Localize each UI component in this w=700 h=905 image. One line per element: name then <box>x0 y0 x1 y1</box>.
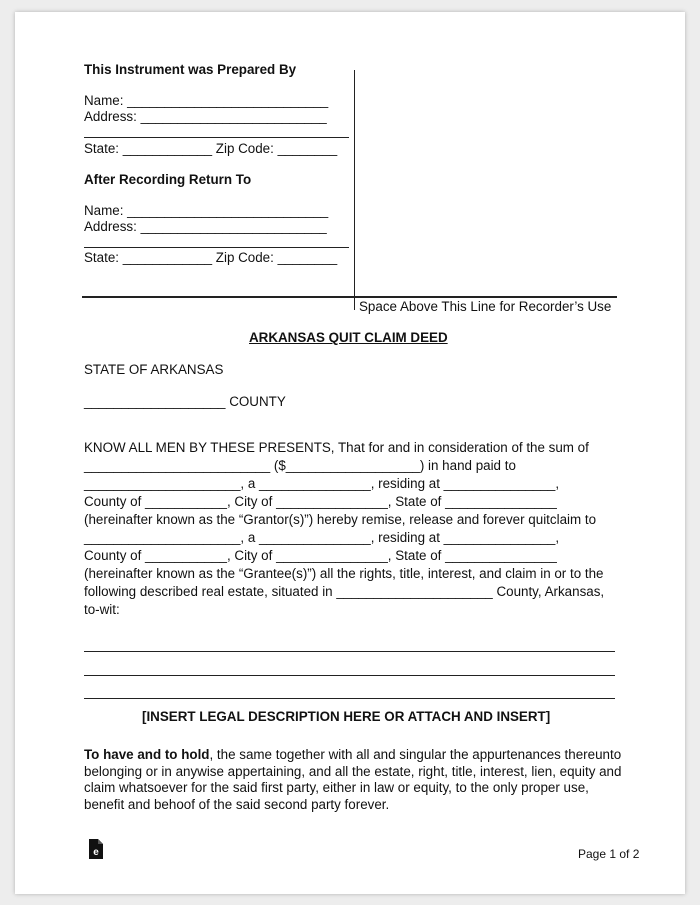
document-page <box>15 12 685 894</box>
prepared-by-address-line: Address: _________________________ <box>84 109 327 124</box>
legal-description-blank <box>84 651 615 652</box>
county-line: ___________________ COUNTY <box>84 394 286 409</box>
recorder-area-vertical-rule <box>354 70 355 310</box>
deed-title: ARKANSAS QUIT CLAIM DEED <box>249 330 448 345</box>
svg-text:e: e <box>93 847 99 858</box>
body-line: following described real estate, situated in _____________________ County, Arkansas, <box>84 584 605 599</box>
return-to-address-blank <box>84 247 349 248</box>
prepared-by-address-blank <box>84 137 349 138</box>
state-heading: STATE OF ARKANSAS <box>84 362 224 377</box>
legal-description-blank <box>84 698 615 699</box>
prepared-by-name-line: Name: ___________________________ <box>84 93 329 108</box>
body-line: _____________________, a _______________, residing at _______________, <box>84 530 560 545</box>
habendum-text: , the same together with all and singular the appurtenances thereunto belonging or in anywise appertaining, and all the estate, right, title, interest, lien, equity and claim whatsoever for the said first party, either in law or equity, to the only proper use, benefit and behoof of the said second party forever. <box>84 747 622 812</box>
recorder-area-horizontal-rule <box>82 296 617 298</box>
legal-description-blank <box>84 675 615 676</box>
return-to-heading: After Recording Return To <box>84 172 252 187</box>
habendum-bold-lead: To have and to hold <box>84 747 210 762</box>
insert-legal-description-note: [INSERT LEGAL DESCRIPTION HERE OR ATTACH AND INSERT] <box>142 709 551 724</box>
recorder-note: Space Above This Line for Recorder’s Use <box>359 299 612 314</box>
body-line: County of ___________, City of _______________, State of _______________ <box>84 548 557 563</box>
body-line: _________________________ ($__________________) in hand paid to <box>84 458 516 473</box>
return-to-state-line: State: ____________ Zip Code: ________ <box>84 250 338 265</box>
prepared-by-heading: This Instrument was Prepared By <box>84 62 297 77</box>
body-line: (hereinafter known as the “Grantor(s)”) hereby remise, release and forever quitclaim to <box>84 512 597 527</box>
body-line: KNOW ALL MEN BY THESE PRESENTS, That for and in consideration of the sum of <box>84 440 589 455</box>
return-to-name-line: Name: ___________________________ <box>84 203 329 218</box>
prepared-by-state-line: State: ____________ Zip Code: ________ <box>84 141 338 156</box>
body-line: County of ___________, City of _______________, State of _______________ <box>84 494 557 509</box>
body-line: to-wit: <box>84 602 120 617</box>
body-line: _____________________, a _______________, residing at _______________, <box>84 476 560 491</box>
body-line: (hereinafter known as the “Grantee(s)”) all the rights, title, interest, and claim in or to the <box>84 566 604 581</box>
eforms-logo-icon <box>88 838 104 860</box>
habendum-paragraph <box>84 747 624 813</box>
page-number: Page 1 of 2 <box>578 847 640 861</box>
return-to-address-line: Address: _________________________ <box>84 219 327 234</box>
